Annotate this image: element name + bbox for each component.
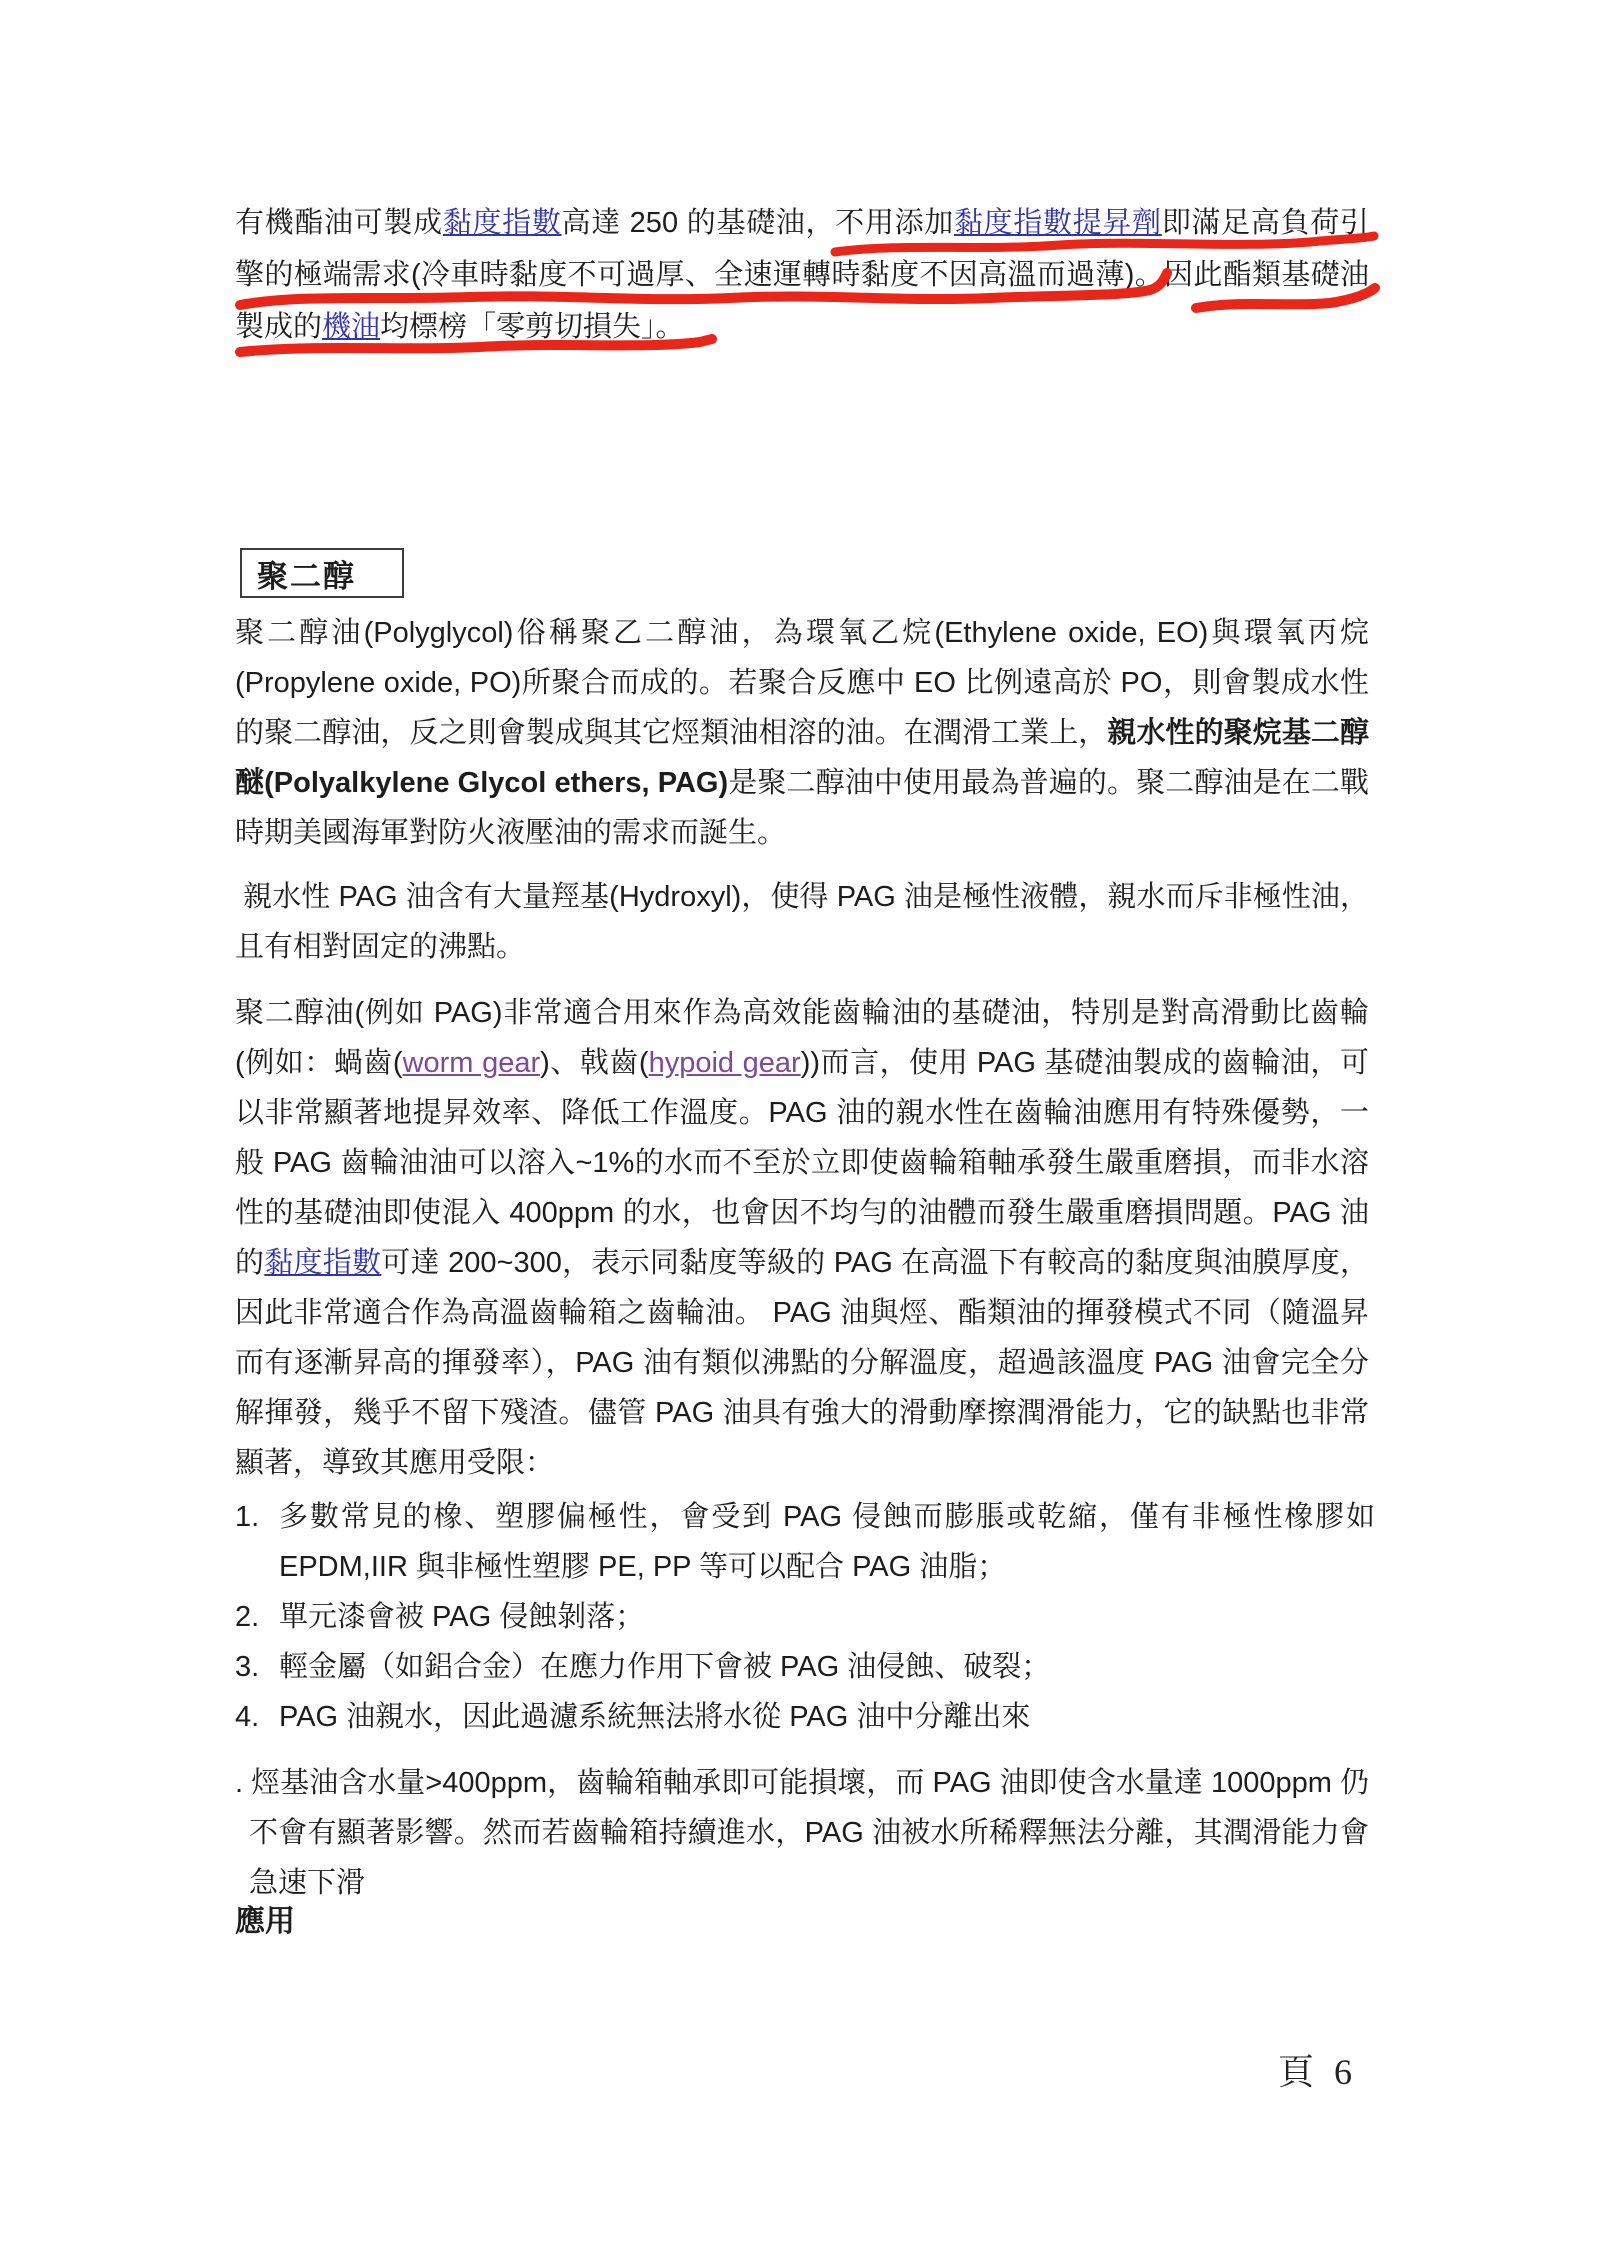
- link-hypoid-gear[interactable]: hypoid gear: [648, 1047, 801, 1079]
- text-run: 聚二醇油(Polyglycol)俗稱聚乙二醇油，為環氧乙烷(Ethylene oxide, EO)與環氧丙烷 (Propylene oxide, PO)所聚合而成的。若聚合反應中 EO 比例遠高於 PO，則會製成水性的聚二醇油，反之則會製成與其它烴類油相溶的油。在潤滑工業上，: [235, 617, 1369, 749]
- list-item-marker: 3.: [235, 1651, 260, 1683]
- list-item-marker: 4.: [235, 1701, 260, 1733]
- list-item-marker: 1.: [235, 1501, 260, 1533]
- paragraph-polyglycol-intro: [235, 608, 1369, 858]
- text-run: 可達 200~300，表示同黏度等級的 PAG 在高溫下有較高的黏度與油膜厚度，因此非常適合作為高溫齒輪箱之齒輪油。 PAG 油與烴、酯類油的揮發模式不同（隨溫昇而有逐漸昇高的揮發率），PAG 油有類似沸點的分解溫度，超過該溫度 PAG 油會完全分解揮發，幾乎不留下殘渣。儘管 PAG 油具有強大的滑動摩擦潤滑能力，它的缺點也非常顯著，導致其應用受限：: [235, 1247, 1369, 1479]
- paragraph-hydrophilic-pag: [235, 872, 1369, 972]
- text-run: 有機酯油可製成: [235, 207, 443, 239]
- list-item-text: PAG 油親水，因此過濾系統無法將水從 PAG 油中分離出來: [279, 1701, 1031, 1733]
- list-item-text: 單元漆會被 PAG 侵蝕剝落；: [279, 1601, 645, 1633]
- text-run: 均標榜「零剪切損失」。: [380, 311, 685, 343]
- link-worm-gear[interactable]: worm gear: [402, 1047, 541, 1079]
- text-run: 聚二醇油(例如 PAG)非常適合用來作為高效能齒輪油的基礎油，特別是對高滑動比齒輪(例如：蝸齒(: [235, 997, 1369, 1079]
- page-number: 6: [1334, 2052, 1353, 2092]
- list-item-2: [235, 1592, 1375, 1642]
- section-heading-text: 聚二醇: [257, 558, 356, 594]
- text-run: ))而言，使用 PAG 基礎油製成的齒輪油，可以非常顯著地提昇效率、降低工作溫度。PAG 油的親水性在齒輪油應用有特殊優勢，一般 PAG 齒輪油油可以溶入~1%的水而不至於立即使齒輪箱軸承發生嚴重磨損，而非水溶性的基礎油即使混入 400ppm 的水，也會因不均勻的油體而發生嚴重磨損問題。PAG 油的: [235, 1047, 1369, 1279]
- section-heading-box: [240, 548, 404, 598]
- application-heading: [235, 1896, 295, 1940]
- list-item-4: [235, 1692, 1375, 1742]
- page-number-footer: [1278, 2044, 1352, 2095]
- text-run: )、戟齒(: [540, 1047, 649, 1079]
- text-run: 是聚二醇油中使用最為普遍的。聚二醇油是在二戰時期美國海軍對防火液壓油的需求而誕生。: [235, 767, 1369, 849]
- text-run: 高達 250 的基礎油，不用添加: [561, 207, 954, 239]
- list-item-marker: 2.: [235, 1601, 260, 1633]
- list-item-1: [235, 1492, 1375, 1592]
- paragraph-pag-gear-oil: [235, 988, 1369, 1488]
- paragraph-water-content: [235, 1758, 1369, 1908]
- text-run: 親水性 PAG 油含有大量羥基(Hydroxyl)，使得 PAG 油是極性液體，親水而斥非極性油，且有相對固定的沸點。: [235, 881, 1369, 963]
- application-heading-text: 應用: [235, 1905, 295, 1938]
- link-viscosity-index-improver[interactable]: 黏度指數提昇劑: [954, 207, 1162, 239]
- link-viscosity-index[interactable]: 黏度指數: [442, 207, 562, 239]
- page-label: 頁: [1278, 2052, 1315, 2092]
- pag-drawback-list: [235, 1492, 1375, 1742]
- text-run: 即滿足高負荷引擎的極端需求(冷車時黏度不可過厚、全速運轉時黏度不因高溫而過薄)。因此酯類基礎油製成的: [235, 207, 1369, 343]
- list-item-text: 輕金屬（如鋁合金）在應力作用下會被 PAG 油侵蝕、破裂；: [279, 1651, 1051, 1683]
- paragraph-ester-oil: [235, 197, 1369, 353]
- link-viscosity-index-2[interactable]: 黏度指數: [264, 1247, 382, 1279]
- text-run: . 烴基油含水量>400ppm，齒輪箱軸承即可能損壞，而 PAG 油即使含水量達 1000ppm 仍不會有顯著影響。然而若齒輪箱持續進水，PAG 油被水所稀釋無法分離，其潤滑能力會急速下滑: [235, 1767, 1369, 1899]
- list-item-3: [235, 1642, 1375, 1692]
- bold-run-pag-definition: 親水性的聚烷基二醇醚(Polyalkylene Glycol ethers, PAG): [235, 717, 1369, 799]
- link-engine-oil[interactable]: 機油: [322, 311, 381, 343]
- list-item-text: 多數常見的橡、塑膠偏極性，會受到 PAG 侵蝕而膨脹或乾縮，僅有非極性橡膠如 EPDM,IIR 與非極性塑膠 PE, PP 等可以配合 PAG 油脂；: [279, 1501, 1375, 1583]
